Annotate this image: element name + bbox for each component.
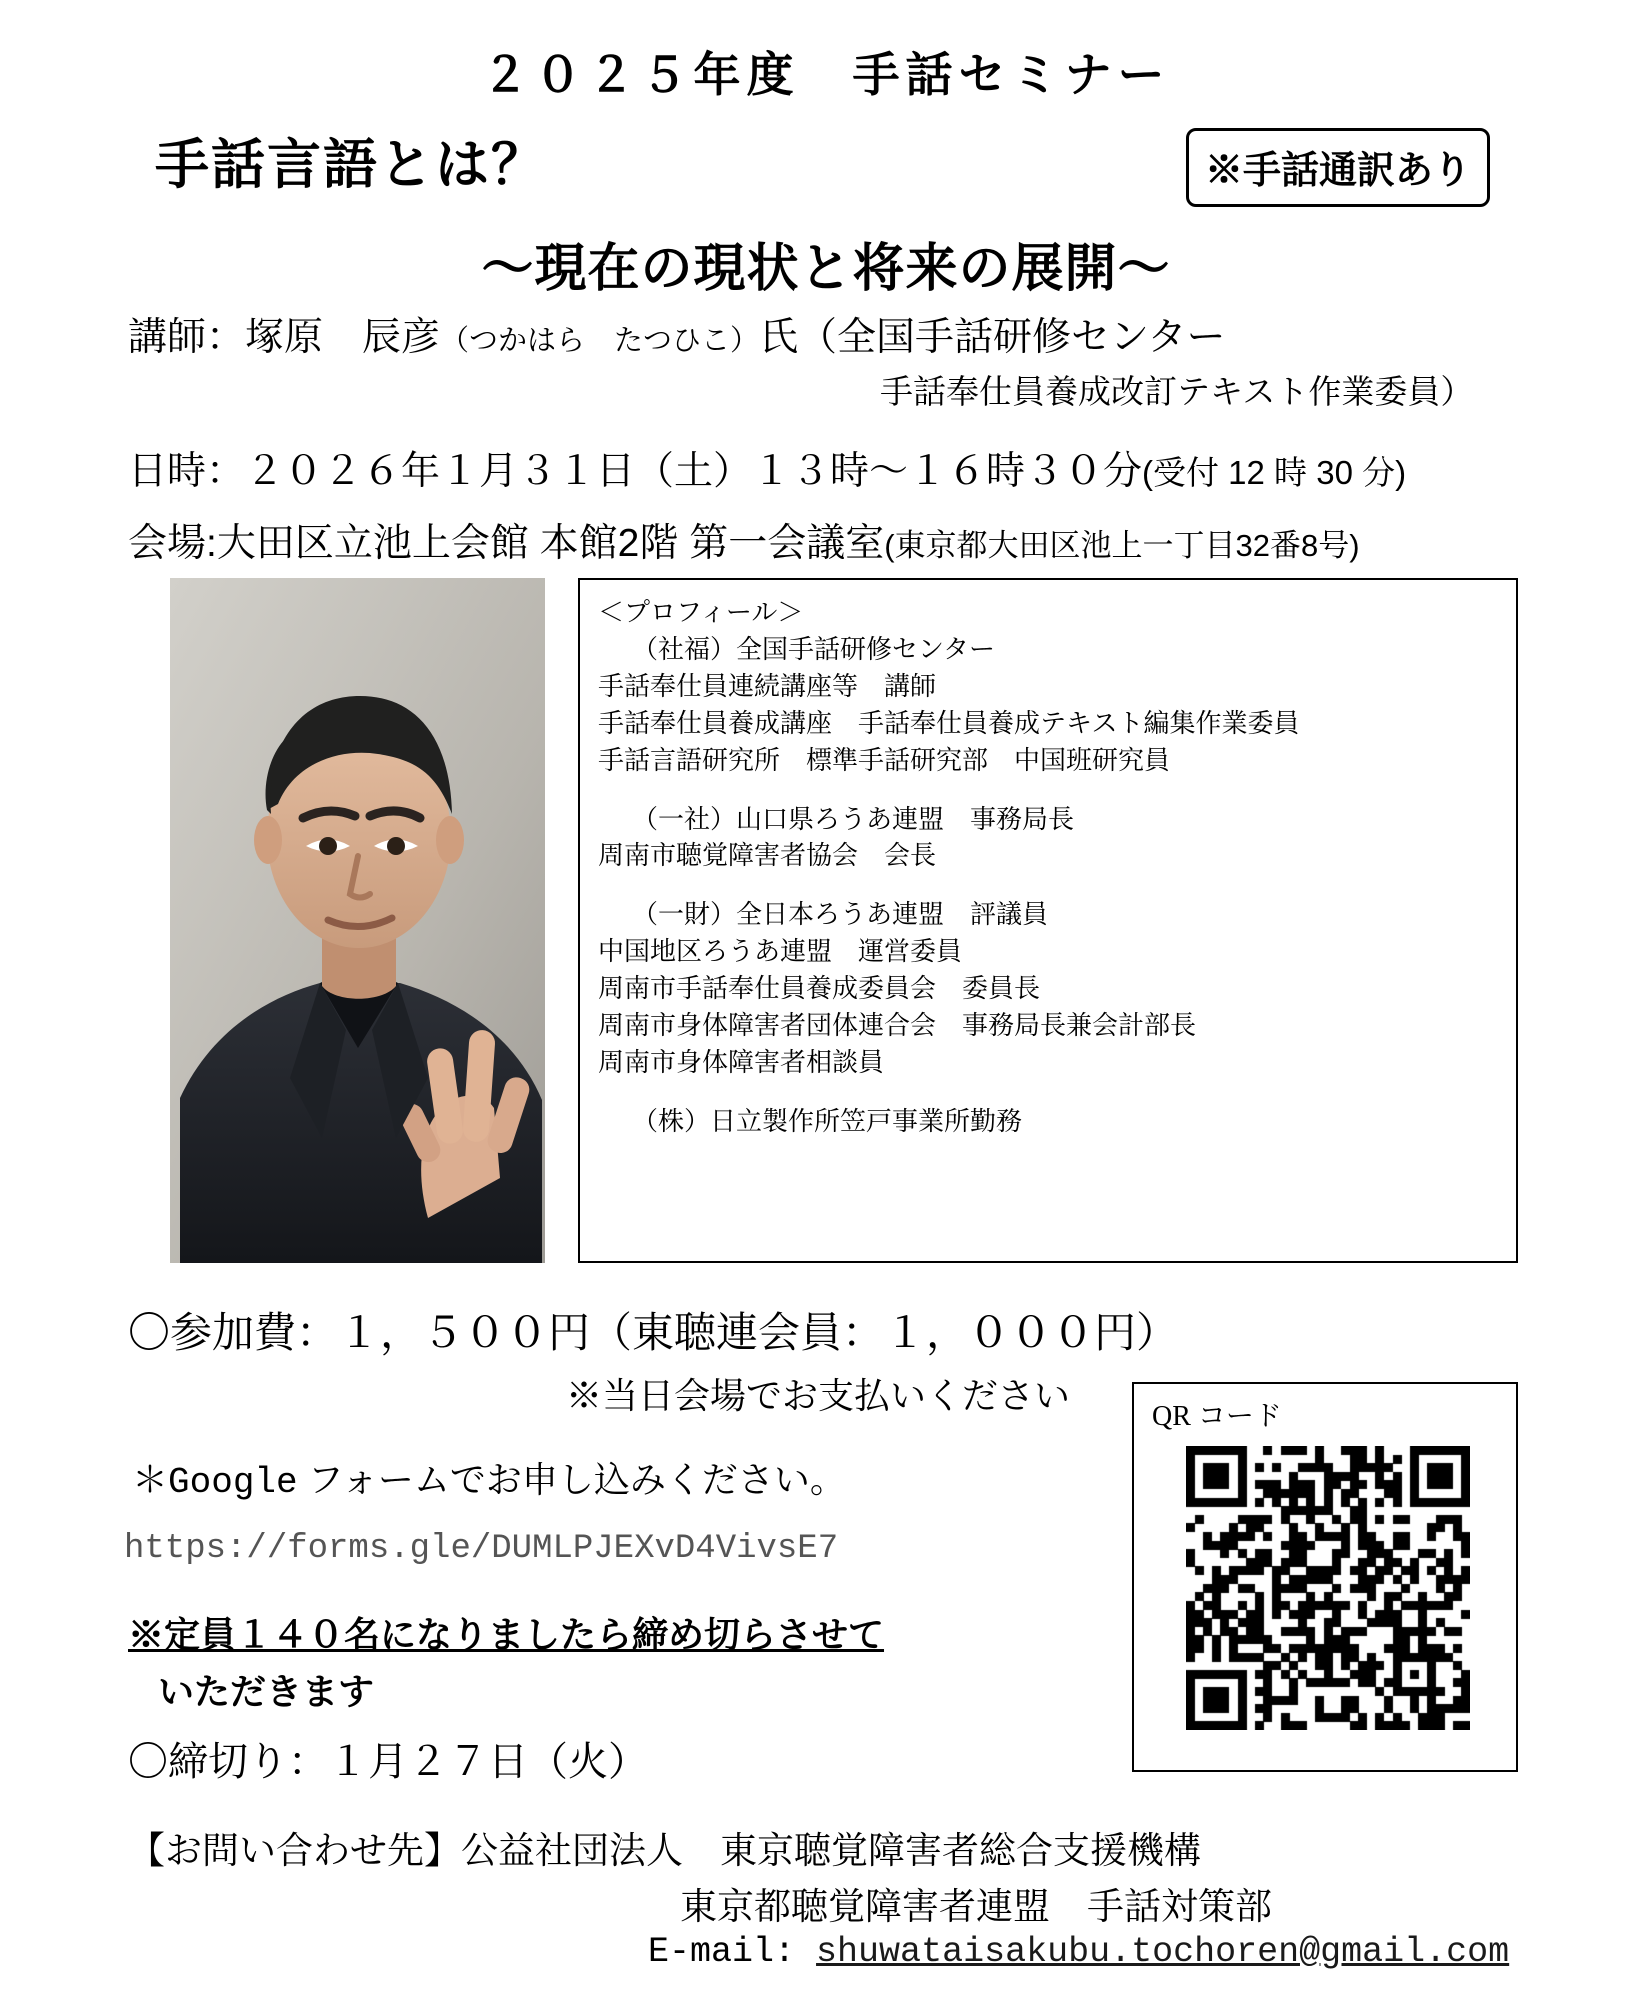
profile-box [578,578,1518,1263]
profile-heading: ＜プロフィール＞ [598,597,804,627]
event-datetime [128,440,1406,496]
profile-line: 手話言語研究所 標準手話研究部 中国班研究員 [598,744,1171,775]
profile-line: 手話奉仕員養成講座 手話奉仕員養成テキスト編集作業委員 [598,707,1300,738]
profile-line: 周南市身体障害者相談員 [598,1046,885,1077]
contact-email[interactable]: shuwataisakubu.tochoren@gmail.com [816,1932,1510,1972]
event-venue [128,512,1360,568]
profile-spacer [598,779,1498,801]
fee-note: ※当日会場でお支払いください [566,1375,1071,1416]
apply-prefix: ＊ [132,1459,169,1500]
lecturer-photo [170,578,545,1263]
google-label: Google [168,1462,298,1503]
profile-spacer [598,1081,1498,1103]
lecturer-affiliation-line2: 手話奉仕員養成改訂テキスト作業委員） [880,373,1474,410]
capacity-note-line2: いただきます [158,1671,375,1712]
email-label: E-mail: [648,1932,796,1972]
event-venue-main: 会場:大田区立池上会館 本館2階 第一会議室 [128,522,885,565]
application-deadline: 〇締切り：１月２７日（火） [128,1740,648,1784]
profile-line: （一社）山口県ろうあ連盟 事務局長 [632,803,1075,834]
profile-line: 周南市聴覚障害者協会 会長 [598,840,937,871]
profile-spacer [598,874,1498,896]
profile-line: 周南市手話奉仕員養成委員会 委員長 [598,973,1041,1004]
lecturer-photo-illustration [170,578,545,1263]
status-badge-interpretation: ※手話通訳あり [1186,128,1490,207]
apply-form-text: フォームでお申し込みください。 [307,1459,846,1500]
profile-line: （社福）全国手話研修センター [632,633,995,664]
qr-box [1132,1382,1518,1772]
event-venue-address: (東京都大田区池上一丁目32番8号) [884,528,1360,563]
page-title-year: ２０２５年度 手話セミナー [481,48,1171,101]
event-datetime-reception: (受付 12 時 30 分) [1142,454,1407,491]
page-subtitle: 〜現在の現状と将来の展開〜 [481,240,1171,298]
profile-line: （株）日立製作所笠戸事業所勤務 [632,1105,1023,1136]
qr-code-icon[interactable] [1186,1446,1470,1730]
profile-line: 中国地区ろうあ連盟 運営委員 [598,936,963,967]
contact-department: 東京都聴覚障害者連盟 手話対策部 [680,1886,1272,1927]
profile-line: 周南市身体障害者団体連合会 事務局長兼会計部長 [598,1010,1197,1041]
qr-label: QR コード [1152,1401,1282,1432]
contact-organization: 【お問い合わせ先】公益社団法人 東京聴覚障害者総合支援機構 [128,1830,1201,1871]
fee-line: 〇参加費：１，５００円（東聴連会員：１，０００円） [128,1309,1179,1356]
lecturer-line [128,306,1225,362]
lecturer-suffix: 氏（全国手話研修センター [759,316,1226,359]
application-form-url[interactable]: https://forms.gle/DUMLPJEXvD4VivsE7 [124,1530,839,1568]
event-datetime-main: 日時：２０２６年１月３１日（土）１３時〜１６時３０分 [128,450,1143,493]
capacity-note-line1: ※定員１４０名になりましたら締め切らさせて [128,1614,885,1655]
profile-line: （一財）全日本ろうあ連盟 評議員 [632,899,1049,930]
profile-line: 手話奉仕員連続講座等 講師 [598,670,937,701]
lecturer-kana: （つかはら たつひこ） [440,325,760,357]
page-title-main: 手話言語とは？ [155,135,547,195]
profile-lines [598,631,1498,1140]
capacity-note [128,1607,884,1715]
lecturer-name: 講師：塚原 辰彦 [128,316,441,359]
contact-email-line [648,1932,1509,1972]
apply-instruction [132,1452,846,1503]
